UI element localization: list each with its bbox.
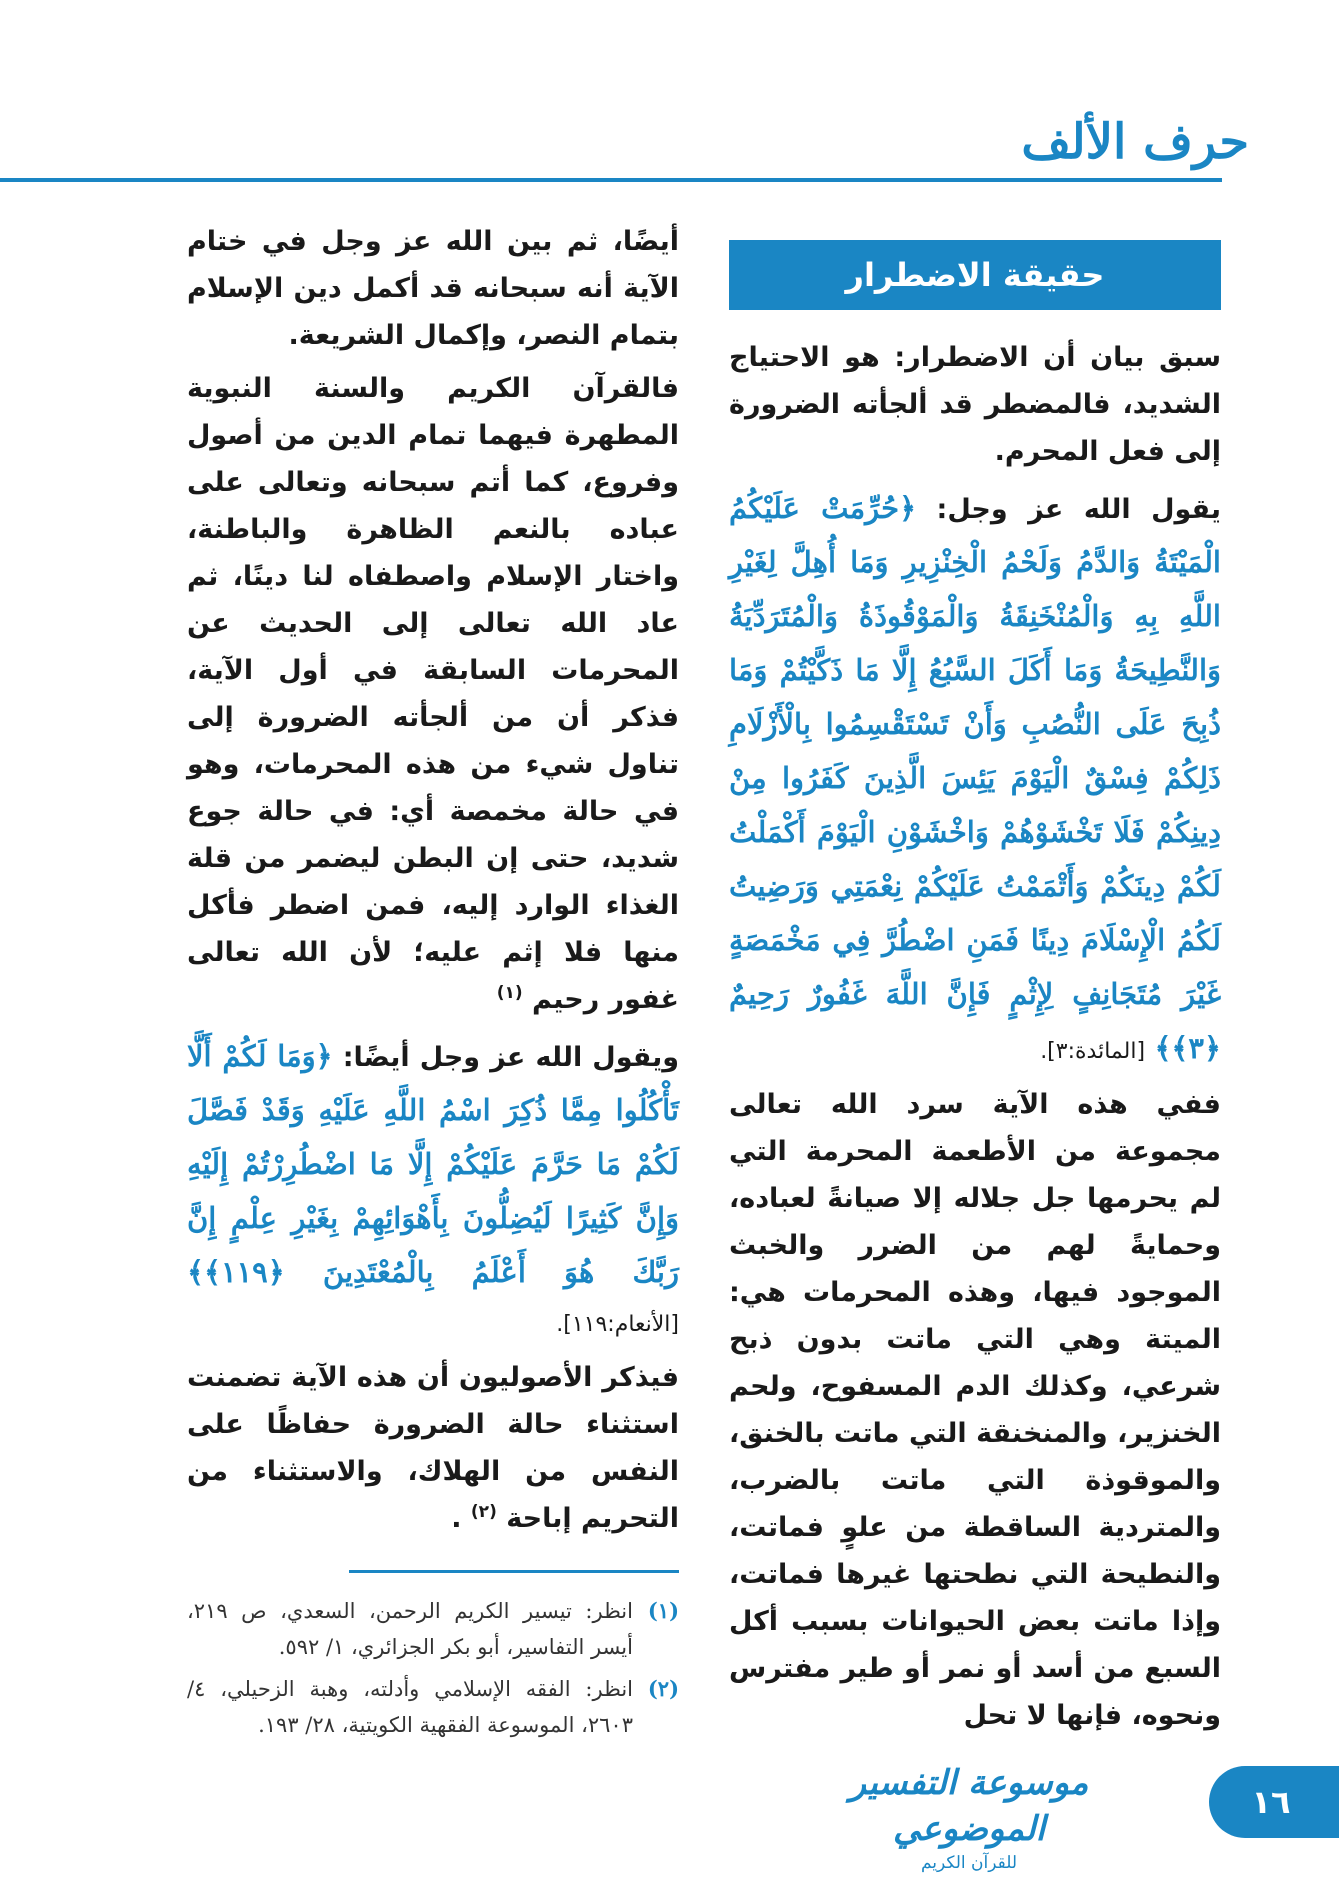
usul-text: فيذكر الأصوليون أن هذه الآية تضمنت استثناء حالة الضرورة حفاظًا على النفس من الهلاك، والاستثناء من التحريم إباحة: [187, 1362, 679, 1534]
page-number: ١٦: [1209, 1766, 1339, 1838]
footnote-2: [187, 1671, 679, 1743]
chapter-title: حرف الألف: [1021, 114, 1249, 170]
right-column: [729, 240, 1221, 1745]
footnote-number: (٢): [647, 1676, 679, 1701]
logo-title: موسوعة التفسير الموضوعي: [849, 1763, 1089, 1849]
footnote-marker-1[interactable]: (١): [496, 983, 523, 1003]
footnote-number: (١): [647, 1598, 679, 1623]
usul-end: .: [451, 1503, 462, 1534]
header-divider: [0, 178, 1222, 182]
quran-verse-maidah: ﴿حُرِّمَتْ عَلَيْكُمُ الْمَيْتَةُ وَالدَّمُ وَلَحْمُ الْخِنْزِيرِ وَمَا أُهِلَّ لِغَيْرِ اللَّهِ بِهِ وَالْمُنْخَنِقَةُ وَالْمَوْقُوذَةُ وَالْمُتَرَدِّيَةُ وَالنَّطِيحَةُ وَمَا أَكَلَ السَّبُعُ إِلَّا مَا ذَكَّيْتُمْ وَمَا ذُبِحَ عَلَى النُّصُبِ وَأَنْ تَسْتَقْسِمُوا بِالْأَزْلَامِ ذَلِكُمْ فِسْقٌ الْيَوْمَ يَئِسَ الَّذِينَ كَفَرُوا مِنْ دِينِكُمْ فَلَا تَخْشَوْهُمْ وَاخْشَوْنِ الْيَوْمَ أَكْمَلْتُ لَكُمْ دِينَكُمْ وَأَتْمَمْتُ عَلَيْكُمْ نِعْمَتِي وَرَضِيتُ لَكُمُ الْإِسْلَامَ دِينًا فَمَنِ اضْطُرَّ فِي مَخْمَصَةٍ غَيْرَ مُتَجَانِفٍ لِإِثْمٍ فَإِنَّ اللَّهَ غَفُورٌ رَحِيمٌ ﴿٣﴾﴾: [729, 491, 1221, 1065]
quran-sunnah-text: فالقرآن الكريم والسنة النبوية المطهرة فيهما تمام الدين من أصول وفروع، كما أتم سبحانه وتعالى على عباده بالنعم الظاهرة والباطنة، واختار الإسلام واصطفاه لنا دينًا، ثم عاد الله تعالى إلى الحديث عن المحرمات السابقة في أول الآية، فذكر أن من ألجأته الضرورة إلى تناول شيء من هذه المحرمات، وهو في حالة مخمصة أي: في حالة جوع شديد، حتى إن البطن ليضمر من قلة الغذاء الوارد إليه، فمن اضطر فأكل منها فلا إثم عليه؛ لأن الله تعالى غفور رحيم: [187, 373, 679, 1015]
usul-paragraph: [187, 1354, 679, 1542]
left-column: [187, 218, 679, 1749]
continued-paragraph: أيضًا، ثم بين الله عز وجل في ختام الآية أنه سبحانه قد أكمل دين الإسلام بتمام النصر، وإكمال الشريعة.: [187, 226, 679, 351]
intro-paragraph: سبق بيان أن الاضطرار: هو الاحتياج الشديد، فالمضطر قد ألجأته الضرورة إلى فعل المحرم.: [729, 342, 1221, 467]
footnote-text: انظر: الفقه الإسلامي وأدلته، وهبة الزحيلي، ٤/ ٢٦٠٣، الموسوعة الفقهية الكويتية، ٢٨/ ١٩٣.: [187, 1677, 633, 1737]
verse-reference-2: [الأنعام:١١٩].: [556, 1312, 679, 1337]
second-ayah-paragraph: [187, 1029, 679, 1348]
logo-subtitle: للقرآن الكريم: [920, 1853, 1018, 1873]
footnote-divider: [349, 1570, 679, 1573]
ayah-paragraph: [729, 481, 1221, 1075]
ayah-intro: يقول الله عز وجل:: [916, 494, 1221, 525]
ayah-intro-2: ويقول الله عز وجل أيضًا:: [332, 1042, 680, 1073]
quran-sunnah-paragraph: [187, 365, 679, 1023]
footnote-marker-2[interactable]: (٢): [470, 1502, 497, 1522]
verse-reference: [المائدة:٣].: [1040, 1039, 1146, 1064]
encyclopedia-logo: [799, 1760, 1139, 1873]
quran-verse-anam: ﴿وَمَا لَكُمْ أَلَّا تَأْكُلُوا مِمَّا ذُكِرَ اسْمُ اللَّهِ عَلَيْهِ وَقَدْ فَصَّلَ لَكُمْ مَا حَرَّمَ عَلَيْكُمْ إِلَّا مَا اضْطُرِرْتُمْ إِلَيْهِ وَإِنَّ كَثِيرًا لَيُضِلُّونَ بِأَهْوَائِهِمْ بِغَيْرِ عِلْمٍ إِنَّ رَبَّكَ هُوَ أَعْلَمُ بِالْمُعْتَدِينَ ﴿١١٩﴾﴾: [187, 1039, 679, 1289]
section-heading: حقيقة الاضطرار: [729, 240, 1221, 310]
footnote-1: [187, 1593, 679, 1665]
footnote-text: انظر: تيسير الكريم الرحمن، السعدي، ص ٢١٩، أيسر التفاسير، أبو بكر الجزائري، ١/ ٥٩٢.: [187, 1599, 633, 1659]
explanation-paragraph: ففي هذه الآية سرد الله تعالى مجموعة من الأطعمة المحرمة التي لم يحرمها جل جلاله إلا صيانةً لعباده، وحمايةً لهم من الضرر والخبث الموجود فيها، وهذه المحرمات هي: الميتة وهي التي ماتت بدون ذبح شرعي، وكذلك الدم المسفوح، ولحم الخنزير، والمنخنقة التي ماتت بالخنق، والموقوذة التي ماتت بالضرب، والمتردية الساقطة من علوٍ فماتت، والنطيحة التي نطحتها غيرها فماتت، وإذا ماتت بعض الحيوانات بسبب أكل السبع من أسد أو نمر أو طير مفترس ونحوه، فإنها لا تحل: [729, 1089, 1221, 1731]
